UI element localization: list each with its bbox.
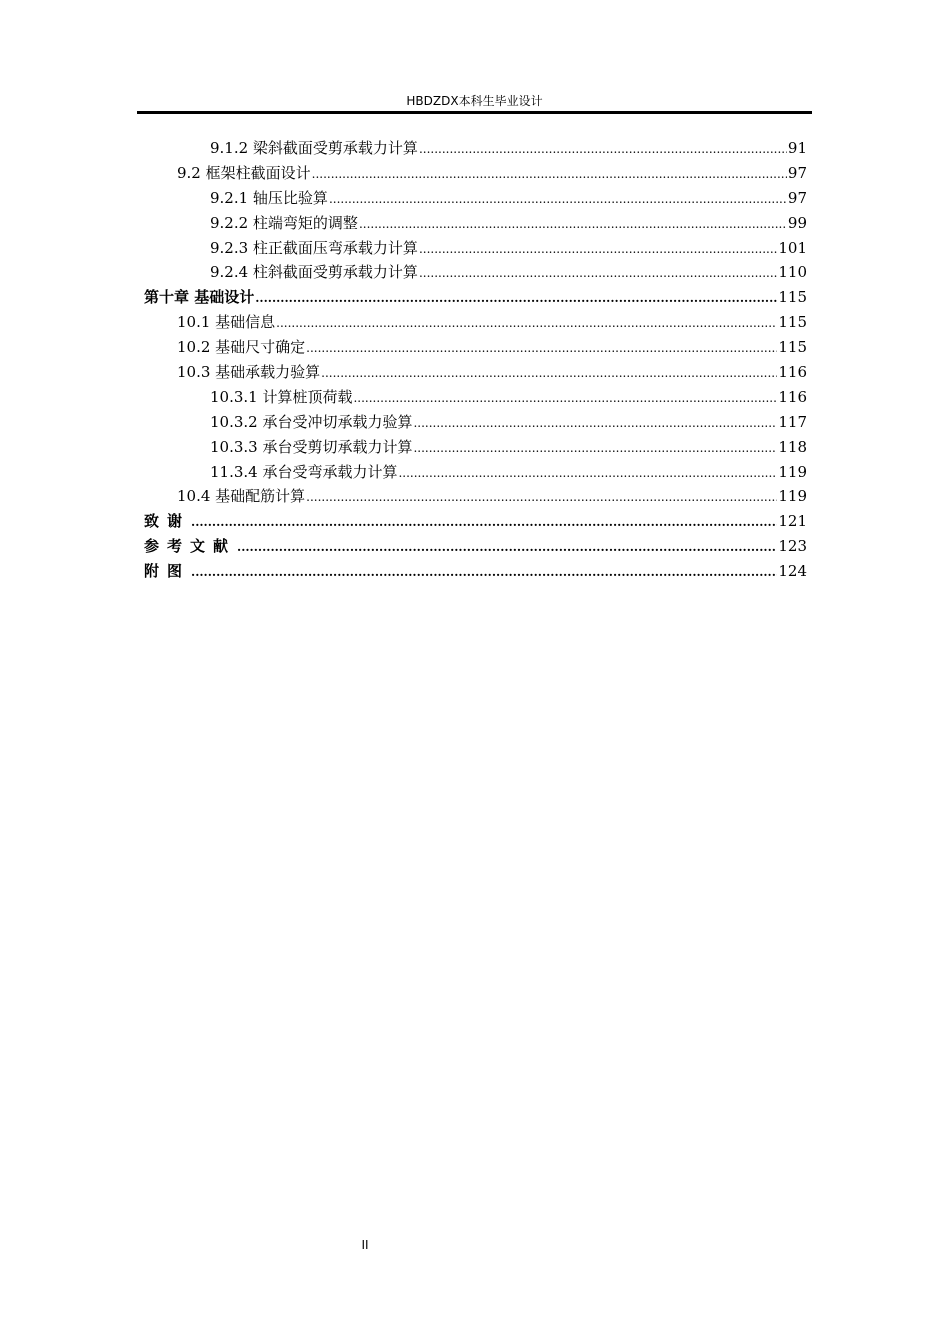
toc-entry[interactable] [144, 335, 807, 360]
toc-entry-title: 9.2.4 柱斜截面受剪承载力计算 [210, 263, 418, 282]
toc-entry-page: 97 [787, 163, 807, 182]
toc-entry[interactable] [144, 484, 807, 509]
toc-entry-acknowledgements[interactable] [144, 509, 807, 534]
toc-leader-dots [306, 485, 777, 510]
page-header: HBDZDX本科生毕业设计 [406, 94, 543, 108]
toc-entry[interactable] [144, 186, 807, 211]
toc-entry-title: 11.3.4 承台受弯承载力计算 [210, 462, 398, 481]
toc-entry-references[interactable] [144, 534, 807, 559]
toc-entry-title: 致谢 [144, 512, 191, 531]
toc-entry[interactable] [144, 236, 807, 261]
toc-leader-dots [312, 162, 787, 187]
toc-leader-dots [419, 237, 777, 262]
page-number: II [361, 1238, 369, 1252]
toc-leader-dots [398, 461, 777, 486]
toc-entry[interactable] [144, 260, 807, 285]
toc-entry-title: 10.4 基础配筋计算 [177, 487, 306, 506]
toc-entry-title: 9.2.2 柱端弯矩的调整 [210, 213, 358, 232]
toc-entry-page: 97 [787, 188, 807, 207]
toc-entry-page: 115 [778, 338, 807, 357]
toc-entry-title: 10.2 基础尺寸确定 [177, 338, 306, 357]
toc-entry-page: 115 [778, 313, 807, 332]
toc-entry[interactable] [144, 161, 807, 186]
toc-entry-title: 第十章 基础设计 [144, 288, 255, 307]
toc-entry-title: 10.3.2 承台受冲切承载力验算 [210, 412, 413, 431]
toc-entry-title: 9.2.1 轴压比验算 [210, 188, 328, 207]
toc-leader-dots [255, 286, 777, 311]
header-rule [137, 111, 812, 114]
toc-leader-dots [191, 560, 777, 585]
toc-entry-page: 115 [778, 288, 807, 307]
toc-entry-page: 116 [778, 387, 807, 406]
toc-leader-dots [191, 510, 777, 535]
toc-entry-page: 119 [778, 487, 807, 506]
toc-entry-title: 10.1 基础信息 [177, 313, 276, 332]
toc-entry[interactable] [144, 460, 807, 485]
toc-entry[interactable] [144, 136, 807, 161]
toc-entry-title: 附图 [144, 562, 191, 581]
toc-entry-title: 10.3 基础承载力验算 [177, 363, 321, 382]
toc-entry-page: 118 [778, 437, 807, 456]
toc-entry-page: 110 [778, 263, 807, 282]
toc-entry-title: 10.3.3 承台受剪切承载力计算 [210, 437, 413, 456]
toc-leader-dots [276, 311, 777, 336]
toc-leader-dots [413, 411, 777, 436]
toc-leader-dots [321, 361, 777, 386]
toc-entry[interactable] [144, 435, 807, 460]
toc-entry-page: 124 [778, 562, 807, 581]
toc-entry[interactable] [144, 385, 807, 410]
toc-entry-title: 10.3.1 计算桩顶荷载 [210, 387, 353, 406]
toc-entry-page: 101 [778, 238, 807, 257]
toc-entry-page: 99 [787, 213, 807, 232]
toc-entry-page: 121 [778, 512, 807, 531]
table-of-contents [144, 136, 807, 584]
toc-leader-dots [329, 187, 787, 212]
toc-entry-title: 9.1.2 梁斜截面受剪承载力计算 [210, 139, 418, 157]
toc-leader-dots [419, 137, 787, 162]
toc-leader-dots [237, 535, 777, 560]
toc-entry-page: 117 [778, 412, 807, 431]
toc-entry-chapter[interactable] [144, 285, 807, 310]
toc-entry-page: 91 [787, 139, 807, 157]
toc-entry[interactable] [144, 410, 807, 435]
toc-entry-title: 参考文献 [144, 537, 237, 556]
toc-entry-title: 9.2 框架柱截面设计 [177, 163, 311, 182]
toc-leader-dots [359, 212, 787, 237]
toc-entry-page: 123 [778, 537, 807, 556]
toc-entry-page: 119 [778, 462, 807, 481]
toc-entry-page: 116 [778, 363, 807, 382]
toc-entry[interactable] [144, 310, 807, 335]
toc-leader-dots [353, 386, 777, 411]
toc-leader-dots [419, 261, 777, 286]
toc-entry[interactable] [144, 211, 807, 236]
toc-entry-title: 9.2.3 柱正截面压弯承载力计算 [210, 238, 418, 257]
toc-entry-appendix-drawings[interactable] [144, 559, 807, 584]
toc-entry[interactable] [144, 360, 807, 385]
toc-leader-dots [306, 336, 777, 361]
toc-leader-dots [413, 436, 777, 461]
